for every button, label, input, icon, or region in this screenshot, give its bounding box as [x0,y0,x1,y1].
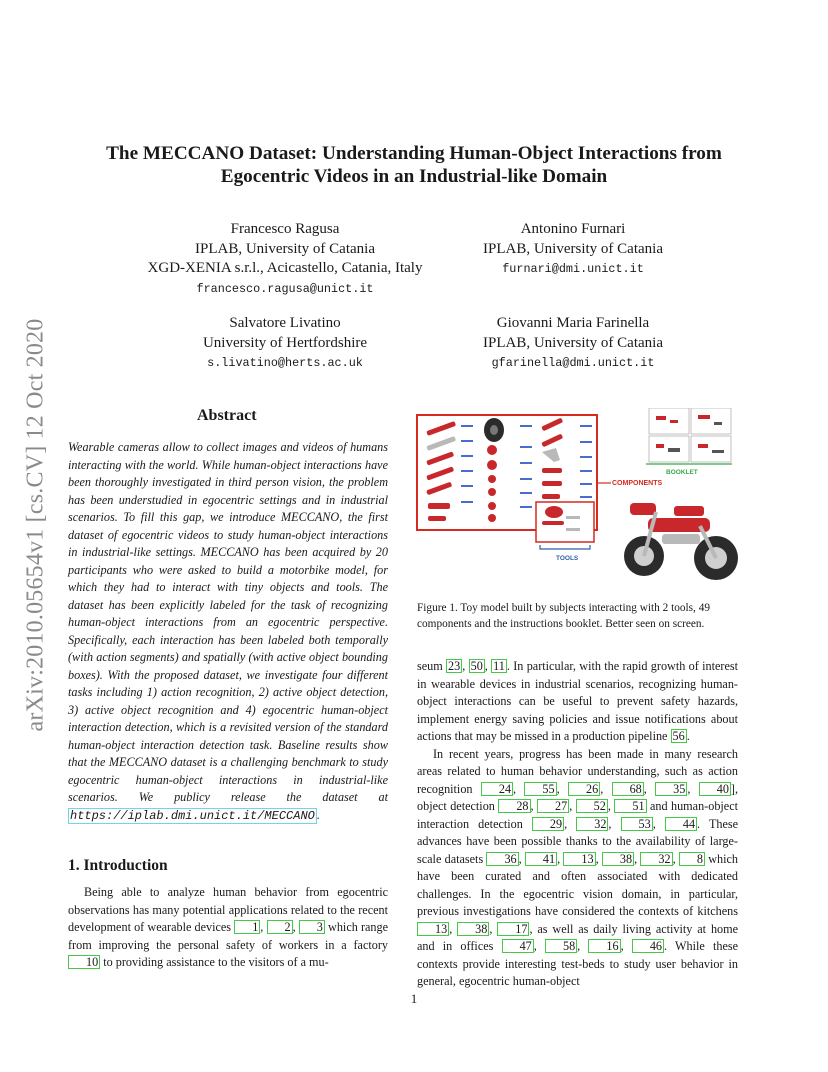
text-run: In recent years, progress has been made in many research areas related to human behavior understanding, such as action recognition [417,746,738,796]
section-heading-introduction: 1. Introduction [68,857,168,874]
text-run: , as well as daily living activity at home and in offices [417,921,739,953]
text-run: , [530,799,537,813]
dataset-link[interactable]: https://iplab.dmi.unict.it/MECCANO [70,808,315,823]
page-number: 1 [410,991,418,1006]
citation-link[interactable]: 27 [537,799,569,813]
author-block-1 [135,220,435,299]
text-run: , [608,816,621,831]
citation-link[interactable]: 24 [481,782,513,796]
author-email[interactable]: francesco.ragusa@unict.it [196,281,374,296]
citation-link[interactable]: 46 [632,939,664,953]
citation-link[interactable]: 1 [234,920,260,934]
citation-link[interactable]: 50 [470,659,483,673]
author-name: Francesco Ragusa [230,221,340,237]
text-run: , [533,939,545,953]
citation-link[interactable]: 13 [417,922,449,936]
paper-title [60,142,768,188]
figure-1 [416,408,742,598]
tools-bracket [540,545,590,549]
citation-link[interactable]: 51 [614,799,646,813]
title-line-1: The MECCANO Dataset: Understanding Human-Object Interactions from [106,143,722,164]
author-affiliation: IPLAB, University of Catania [483,334,663,351]
text-run: . These advances have been possible thanks to the availability of large-scale datasets [417,816,739,866]
citation-link[interactable]: 56 [672,729,685,743]
booklet-label: BOOKLET [666,469,698,476]
tools-label: TOOLS [556,555,579,562]
text-run: , [556,781,568,796]
intro-paragraph-1 [68,884,388,972]
text-run: to providing assistance to the visitors of a mu- [100,955,329,969]
text-run: , [569,799,576,813]
text-run: , [652,816,665,831]
citation-link[interactable]: 16 [588,939,620,953]
citation-link[interactable]: 29 [532,817,564,831]
author-block-3 [175,314,395,374]
citation-link[interactable]: 32 [576,817,608,831]
abstract-text: Wearable cameras allow to collect images and videos of humans interacting with the world. While human-object interactions have been thoroughly investigated in third person vision, the problem has been understudied in egocentric settings and in industrial scenarios. To fill this gap, we introduce MECCANO, the first dataset of egocentric videos to study human-object interactions in industrial-like settings. MECCANO has been acquired by 20 participants who were asked to build a motorbike model, for which they had to interact with tiny objects and tools. The dataset has been explicitly labeled for the task of recognizing human-object interactions from an egocentric perspective. Specifically, each interaction has been labeled both temporally (with action segments) and spatially (with active object bounding boxes). With the proposed dataset, we investigate four different tasks including 1) action recognition, 2) active object detection, 3) active object recognition and 4) egocentric human-object interaction detection, which is a revisited version of the standard human-object interaction detection task. Baseline results show that the MECCANO dataset is a challenging benchmark to study egocentric human-object interactions in industrial-like scenarios. We publicy release the dataset at https://iplab.dmi.unict.it/MECCANO . [68,440,388,823]
citation-link[interactable]: 38 [602,852,634,866]
text-run: seum [417,659,447,673]
citation-link[interactable]: 40 [699,782,731,796]
text-run: , [462,659,469,673]
text-run: , [607,799,615,813]
citation-link[interactable]: 26 [568,782,600,796]
citation-link[interactable]: 35 [655,782,687,796]
text-run: , [260,920,267,934]
intro-paragraph-continuation [417,658,738,746]
text-run: which range from improving the personal safety of workers in a factory [68,920,389,952]
citation-link[interactable]: 47 [502,939,534,953]
citation-link[interactable]: 41 [525,852,557,866]
text-run: , [489,921,498,936]
text-run: ], object detection [417,781,739,813]
text-run: . [686,729,690,743]
text-run: , [595,851,602,866]
text-run: . While these contexts provide interesting test-beds to study user behavior in general, egocentric human-object [417,939,739,988]
arxiv-identifier-text: arXiv:2010.05654v1 [cs.CV] 12 Oct 2020 [22,318,49,732]
citation-link[interactable]: 52 [576,799,608,813]
citation-link[interactable]: 58 [545,939,577,953]
text-run: , [577,939,589,953]
text-run: , [600,781,612,796]
citation-link[interactable]: 55 [524,782,556,796]
author-name: Salvatore Livatino [229,315,341,331]
citation-link[interactable]: 36 [486,852,518,866]
arxiv-identifier-stamp [24,290,48,760]
citation-link[interactable]: 44 [665,817,697,831]
citation-link[interactable]: 11 [493,659,505,673]
author-affiliation: University of Hertfordshire [202,334,368,351]
abstract-heading: Abstract [197,407,257,424]
citation-link[interactable]: 53 [621,817,653,831]
title-line-2: Egocentric Videos in an Industrial-like Domain [220,166,608,187]
author-block-2 [463,220,683,280]
motorbike-model [624,503,738,580]
text-run: , [484,659,492,673]
citation-link[interactable]: 2 [267,920,293,934]
intro-paragraph-2 [417,746,738,991]
abstract-body: Wearable cameras allow to collect images and videos of humans interacting with the world. While human-object interactions have been thoroughly investigated in third person vision, the problem has been understudied in egocentric settings and in industrial scenarios. To fill this gap, we introduce MECCANO, the first dataset of egocentric videos to study human-object interactions in industrial-like settings. MECCANO has been acquired by 20 participants who were asked to build a motorbike model, for which they had to interact with tiny objects and tools. The dataset has been explicitly labeled for the task of recognizing human-object interactions from an egocentric perspective. Specifically, each interaction has been labeled both temporally (with action segments) and spatially (with active object bounding boxes). With the proposed dataset, we investigate four different tasks including 1) action recognition, 2) active object detection, 3) active object recognition and 4) egocentric human-object interaction detection, which is a revisited version of the standard human-object interaction detection task. Baseline results show that the MECCANO dataset is a challenging benchmark to study egocentric human-object interactions in industrial-like scenarios. We publicy release the dataset at [68,440,388,804]
citation-link[interactable]: 13 [563,852,595,866]
citation-link[interactable]: 32 [640,852,672,866]
figure-1-caption: Figure 1. Toy model built by subjects interacting with 2 tools, 49 components and the instructions booklet. Better seen on screen. [417,602,711,630]
text-run: Being able to analyze human behavior from egocentric observations has many potential applications related to the recent development of wearable devices [68,885,388,934]
text-run: , [292,920,299,934]
citation-link[interactable]: 23 [448,659,461,673]
author-affiliation: IPLAB, University of Catania [483,240,663,257]
text-run: , [687,781,699,796]
citation-link[interactable]: 3 [299,920,325,934]
text-run: , [513,781,525,796]
citation-link[interactable]: 38 [457,922,489,936]
author-affiliation: IPLAB, University of Catania [195,240,375,257]
intro-column-right [417,658,738,991]
author-name: Giovanni Maria Farinella [496,315,650,331]
figure-1-illustration [416,408,742,598]
text-run: , [449,921,458,936]
citation-link[interactable]: 28 [498,799,530,813]
author-affiliation: XGD-XENIA s.r.l., Acicastello, Catania, Italy [147,260,423,276]
author-email[interactable]: s.livatino@herts.ac.uk [207,356,363,370]
author-name: Antonino Furnari [520,221,626,237]
intro-column-left [68,884,388,972]
text-run: and human-object interaction detection [417,799,739,831]
components-label: COMPONENTS [612,480,663,487]
author-block-4 [463,314,683,374]
text-run: , [557,851,564,866]
text-run: , [564,816,577,831]
text-run: , [518,851,525,866]
text-run: which have been curated and often associated with dedicated challenges. In the egocentric vision domain, in particular, previous investigations have considered the contexts of kitchens [417,851,738,918]
citation-link[interactable]: 68 [612,782,644,796]
text-run: . In particular, with the rapid growth of interest in wearable devices in industrial scenarios, recognizing human-object interactions can be useful to prevent safety hazards, implement energy saving policies and issue notifications about actions that may be missed in a production pipeline [417,659,738,743]
text-run: , [643,781,656,796]
author-email[interactable]: gfarinella@dmi.unict.it [491,356,655,370]
author-email[interactable]: furnari@dmi.unict.it [502,262,644,276]
citation-link[interactable]: 8 [679,852,705,866]
citation-link[interactable]: 10 [68,955,100,969]
text-run: , [672,851,679,866]
citation-link[interactable]: 17 [497,922,529,936]
text-run: , [620,939,632,953]
text-run: , [634,851,641,866]
